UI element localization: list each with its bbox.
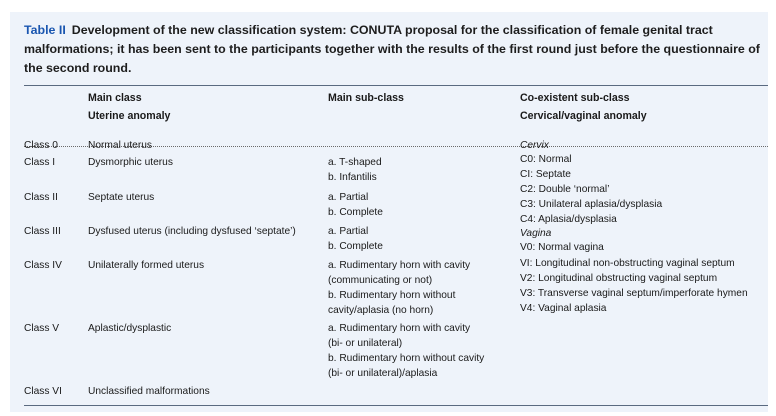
row-class: Class VI [24,386,62,397]
row-class: Class V [24,323,60,334]
cervix-item: C0: Normal [520,154,572,165]
row-subclass: b. Rudimentary horn without [328,290,456,301]
table-caption [24,21,764,78]
vagina-item: VI: Longitudinal non-obstructing vaginal septum [520,258,735,269]
table-caption-text: Development of the new classification system: CONUTA proposal for the classification of female genital tract malformations; it has been sent to the participants together with the results of the first round just before the questionnaire of the second round. [24,23,760,75]
row-main-class: Unilaterally formed uterus [88,260,205,271]
cervix-title: Cervix [520,140,549,151]
vagina-item: V4: Vaginal aplasia [520,303,607,314]
cervix-item: C4: Aplasia/dysplasia [520,214,617,225]
row-class: Class I [24,157,56,168]
cervix-item: C3: Unilateral aplasia/dysplasia [520,199,663,210]
row-subclass: (bi- or unilateral) [328,338,403,349]
row-main-class: Septate uterus [88,192,155,203]
cervix-item: C2: Double ‘normal’ [520,184,610,195]
row-class: Class 0 [24,140,58,151]
row-main-class: Dysmorphic uterus [88,157,173,168]
row-subclass: (bi- or unilateral)/aplasia [328,368,438,379]
row-subclass: a. Rudimentary horn with cavity [328,323,471,334]
row-subclass: cavity/aplasia (no horn) [328,305,434,316]
row-subclass: b. Infantilis [328,172,377,183]
row-subclass: b. Complete [328,241,383,252]
row-subclass: b. Rudimentary horn without cavity [328,353,485,364]
bottom-rule [24,405,768,406]
row-subclass: a. Partial [328,226,369,237]
vagina-item: V0: Normal vagina [520,242,604,253]
top-rule [24,85,768,86]
header-cervical-vaginal: Cervical/vaginal anomaly [520,110,647,122]
row-class: Class III [24,226,61,237]
header-main-class: Main class [88,92,142,104]
row-main-class: Aplastic/dysplastic [88,323,172,334]
row-class: Class IV [24,260,62,271]
row-main-class: Unclassified malformations [88,386,210,397]
vagina-item: V3: Transverse vaginal septum/imperforate hymen [520,288,748,299]
header-uterine-anomaly: Uterine anomaly [88,110,171,122]
row-main-class: Dysfused uterus (including dysfused ‘septate’) [88,226,296,237]
row-class: Class II [24,192,58,203]
row-subclass: a. Partial [328,192,369,203]
vagina-title: Vagina [520,228,552,239]
table-label: Table II [24,23,66,37]
header-coexistent: Co-existent sub-class [520,92,630,104]
table-panel [10,12,768,412]
row-subclass: b. Complete [328,207,383,218]
vagina-item: V2: Longitudinal obstructing vaginal septum [520,273,718,284]
header-main-subclass: Main sub-class [328,92,404,104]
row-main-class: Normal uterus [88,140,152,151]
row-subclass: (communicating or not) [328,275,433,286]
cervix-item: CI: Septate [520,169,571,180]
row-subclass: a. T-shaped [328,157,382,168]
row-subclass: a. Rudimentary horn with cavity [328,260,471,271]
